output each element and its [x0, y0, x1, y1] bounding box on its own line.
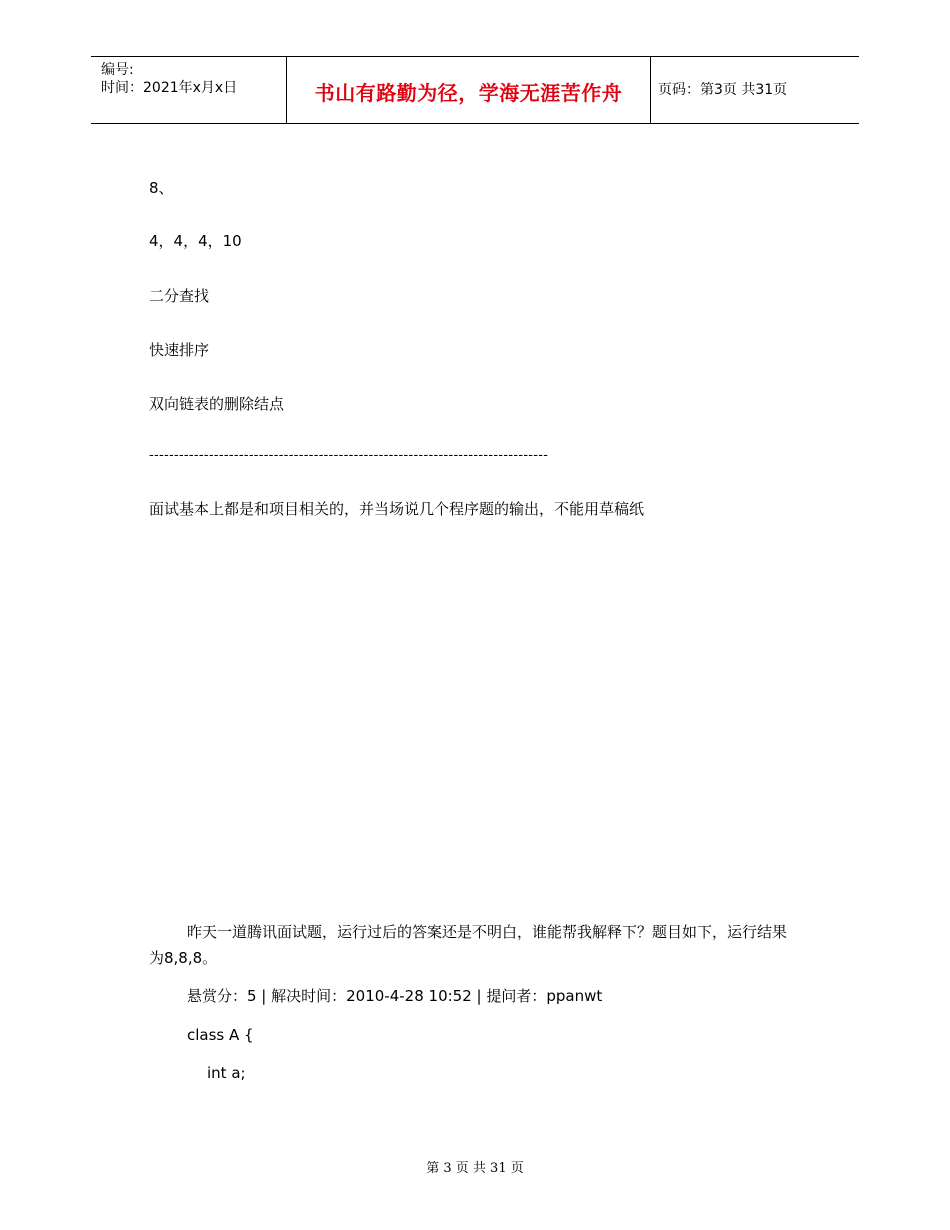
header-motto: 书山有路勤为径，学海无涯苦作舟 [314, 81, 623, 105]
page-code-label: 页码：第3页 共31页 [658, 82, 788, 98]
code-line: class A { [187, 1026, 254, 1044]
page-header [91, 56, 859, 124]
header-right-cell [650, 57, 859, 123]
list-item: 二分查找 [149, 287, 210, 305]
dashed-separator: -------------------------------------------------------------------------------- [149, 448, 549, 463]
list-item: 4，4，4，10 [149, 232, 242, 250]
question-meta: 悬赏分：5 | 解决时间：2010-4-28 10:52 | 提问者：ppanwt [187, 987, 603, 1005]
header-middle-cell [286, 57, 651, 123]
interview-note: 面试基本上都是和项目相关的，并当场说几个程序题的输出，不能用草稿纸 [149, 500, 645, 518]
question-text: 昨天一道腾讯面试题，运行过后的答案还是不明白，谁能帮我解释下？题目如下，运行结果为8,8,8。 [149, 923, 788, 967]
list-item: 快速排序 [149, 341, 210, 359]
code-line: int a; [207, 1064, 246, 1082]
page-footer: 第 3 页 共 31 页 [426, 1161, 524, 1176]
header-left-cell [91, 57, 286, 123]
document-date-label: 时间：2021年x月x日 [101, 80, 238, 96]
list-item: 8、 [149, 179, 174, 197]
list-item: 双向链表的删除结点 [149, 395, 285, 413]
document-number-label: 编号: [101, 62, 134, 78]
